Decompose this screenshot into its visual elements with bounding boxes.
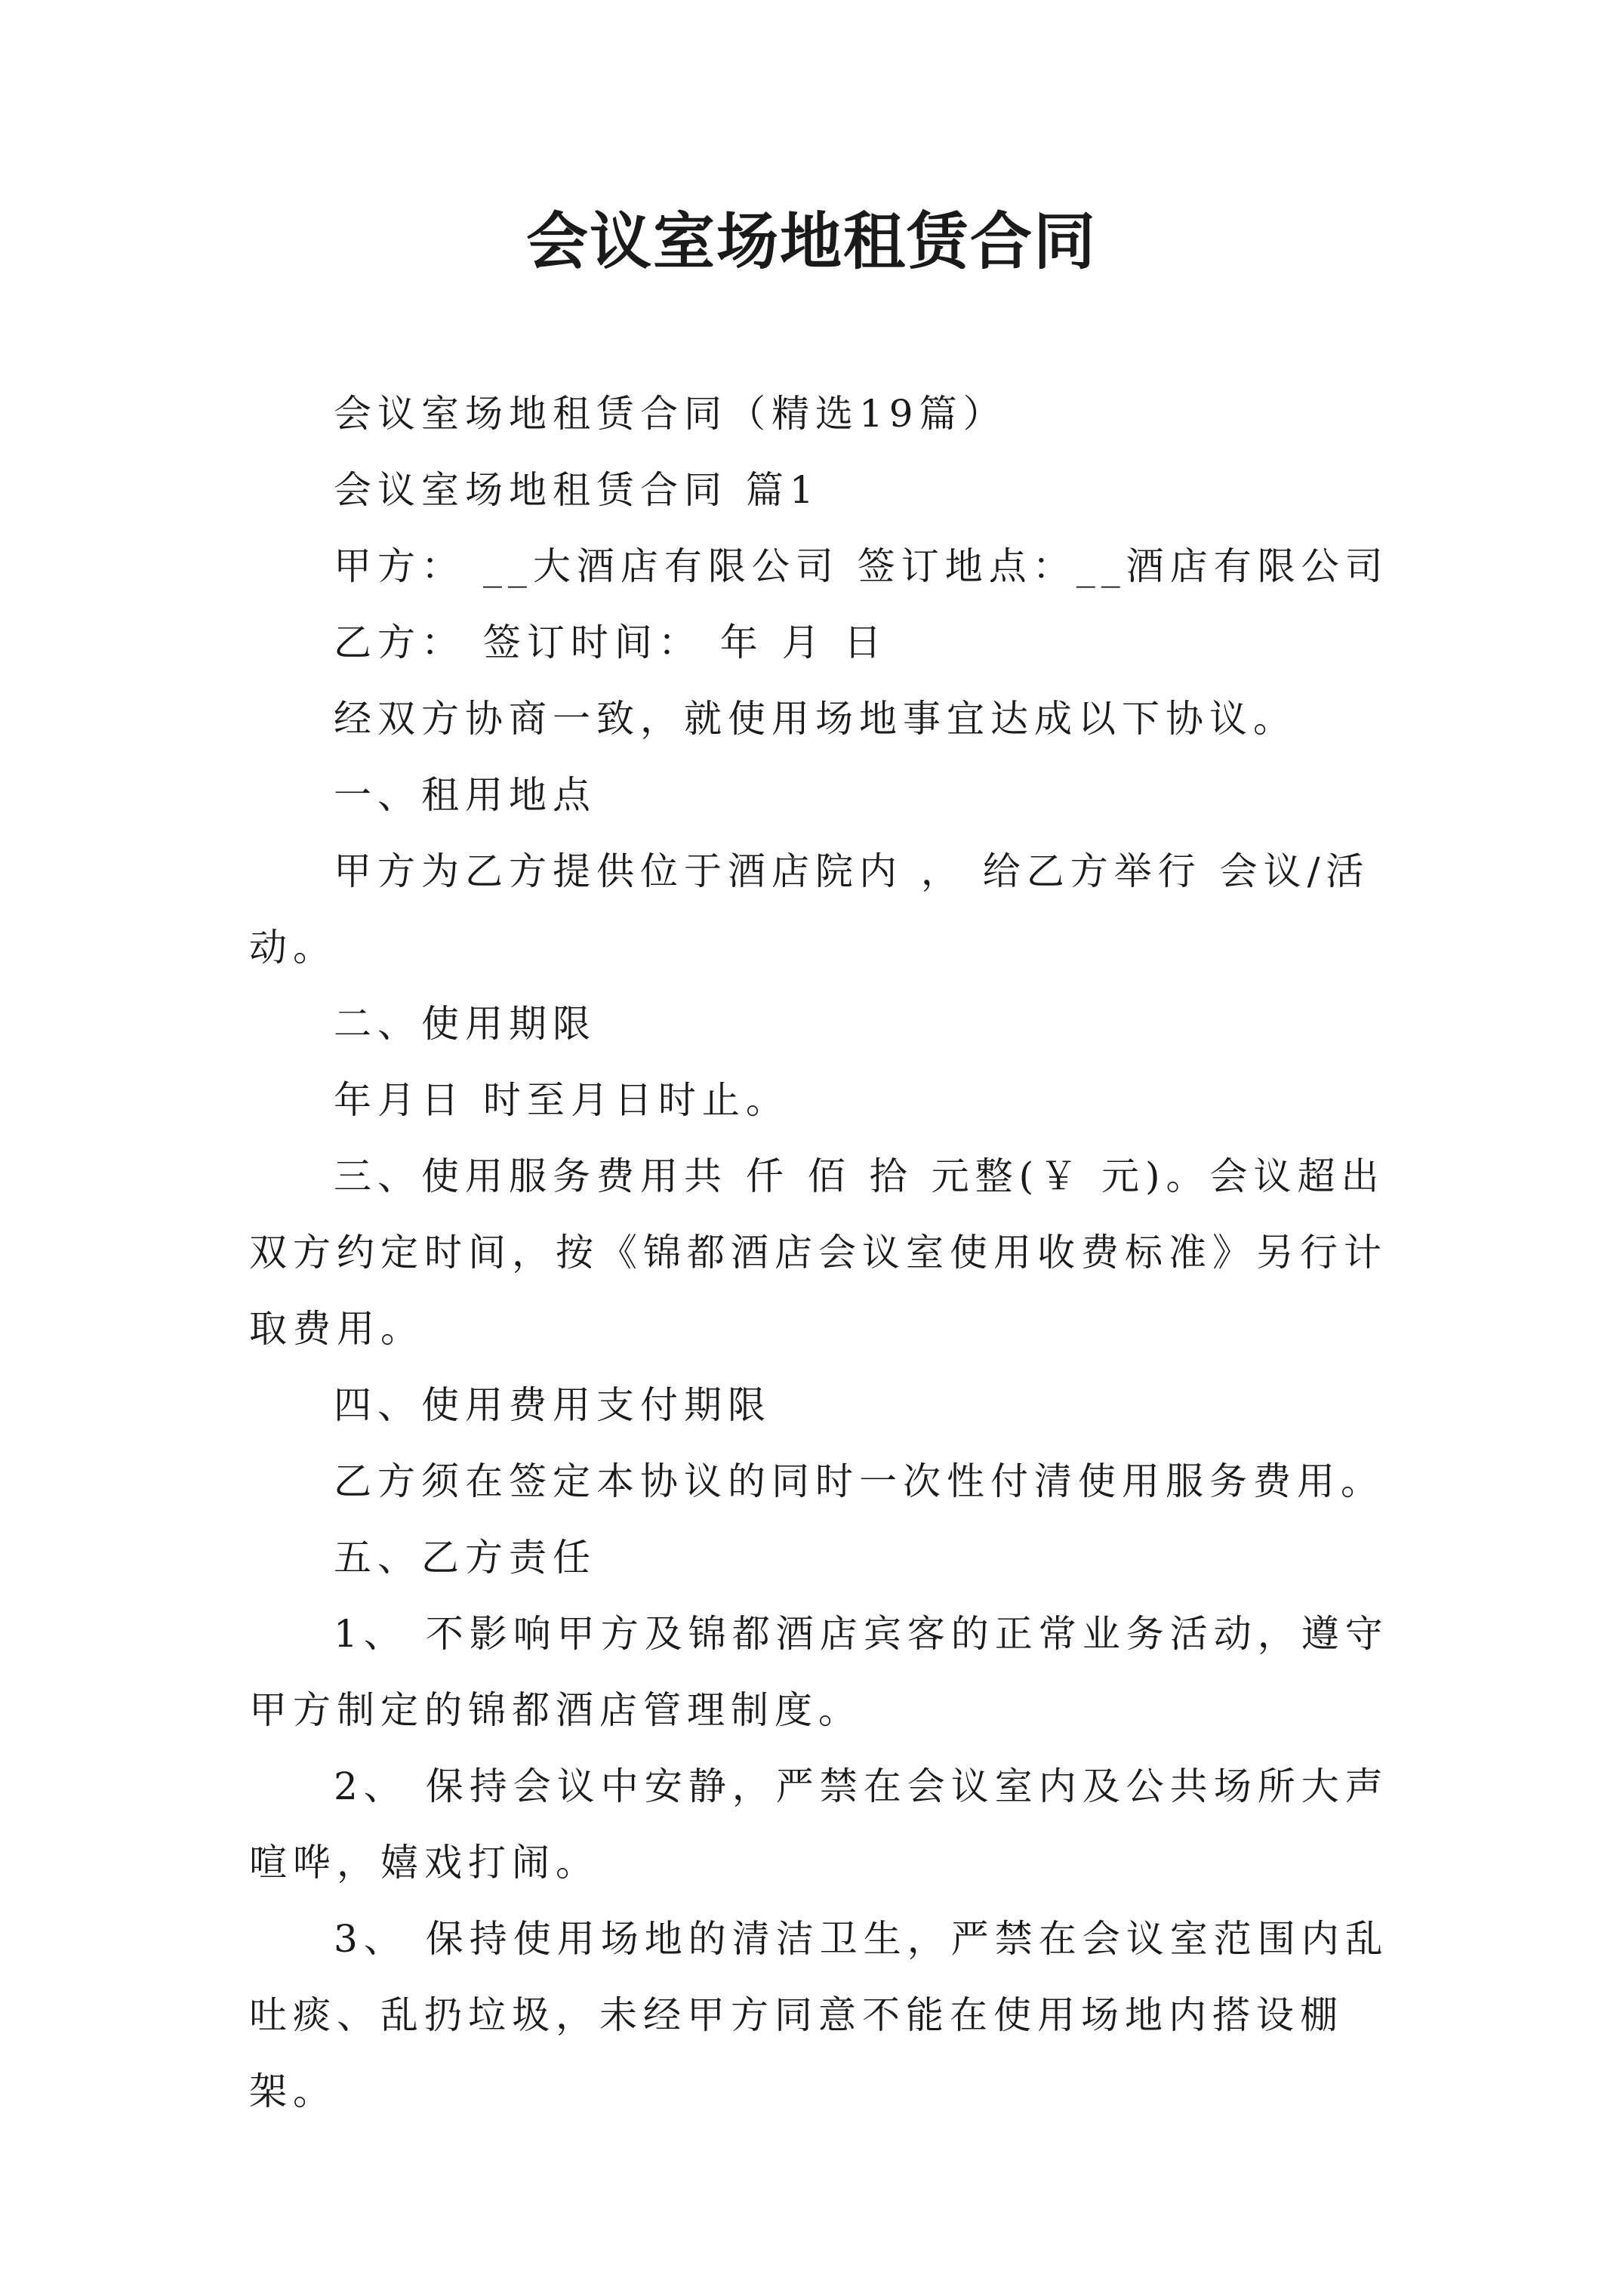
paragraph-responsibility-3: 3、 保持使用场地的清洁卫生，严禁在会议室范围内乱吐痰、乱扔垃圾，未经甲方同意不能在使用场地内搭设棚架。 — [249, 1917, 1389, 2113]
paragraph-responsibility-2: 2、 保持会议中安静，严禁在会议室内及公共场所大声喧哗，嬉戏打闹。 — [249, 1764, 1389, 1885]
paragraph-period-detail: 年月日 时至月日时止。 — [334, 1078, 790, 1122]
paragraph-heading-payment: 四、使用费用支付期限 — [334, 1383, 771, 1427]
document-body — [249, 376, 1404, 2130]
paragraph-responsibility-1: 1、 不影响甲方及锦都酒店宾客的正常业务活动，遵守甲方制定的锦都酒店管理制度。 — [249, 1612, 1389, 1732]
paragraph-agreement-intro: 经双方协商一致，就使用场地事宜达成以下协议。 — [334, 697, 1297, 741]
paragraph-location-detail: 甲方为乙方提供位于酒店院内 ， 给乙方举行 会议/活动。 — [249, 849, 1370, 969]
paragraph-fee-detail: 三、使用服务费用共 仟 佰 拾 元整(￥ 元)。会议超出双方约定时间，按《锦都酒店会议室使用收费标准》另行计取费用。 — [249, 1154, 1387, 1351]
paragraph-party-b: 乙方： 签订时间： 年 月 日 — [334, 621, 888, 664]
paragraph-heading-period: 二、使用期限 — [334, 1002, 596, 1046]
paragraph-section-heading: 会议室场地租赁合同 篇1 — [334, 468, 820, 512]
paragraph-party-a: 甲方： __大酒店有限公司 签订地点：__酒店有限公司 — [334, 544, 1389, 588]
paragraph-collection-title: 会议室场地租赁合同（精选19篇） — [334, 392, 1007, 436]
paragraph-payment-detail: 乙方须在签定本协议的同时一次性付清使用服务费用。 — [334, 1459, 1384, 1503]
document-title: 会议室场地租赁合同 — [525, 205, 1097, 278]
paragraph-heading-responsibility: 五、乙方责任 — [334, 1536, 596, 1579]
paragraph-heading-location: 一、租用地点 — [334, 773, 596, 817]
